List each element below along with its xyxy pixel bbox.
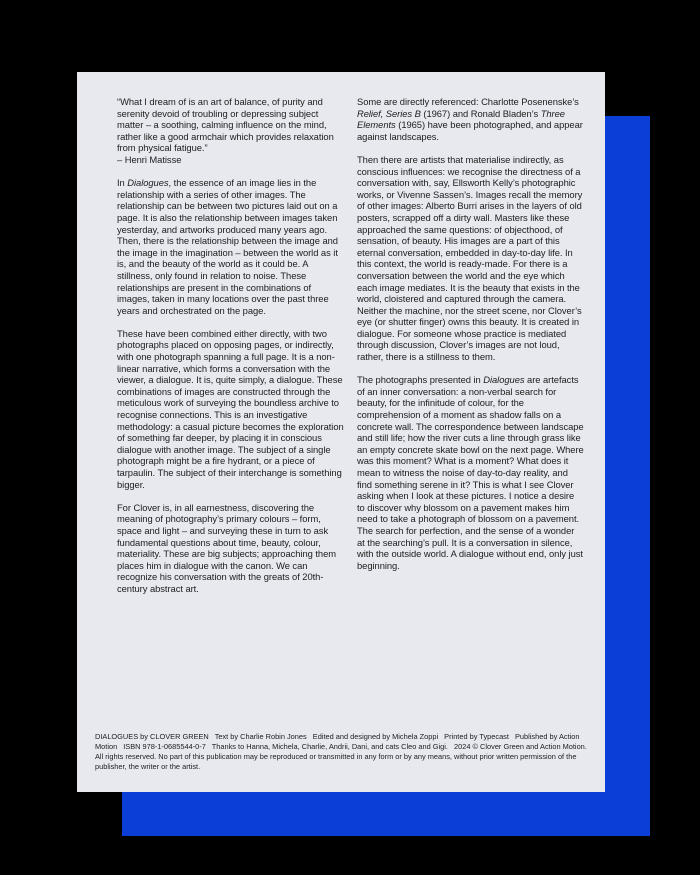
paragraph-text: (1965) have been photographed, and appear against landscapes. [357,119,583,142]
left-text-column [117,96,344,606]
paragraph-text: Some are directly referenced: Charlotte Posenenske’s [357,96,579,107]
colophon-thanks: Thanks to Hanna, Michela, Charlie, Andrii, Dani, and cats Cleo and Gigi. [211,742,448,751]
right-text-column [357,96,584,583]
paragraph: Then there are artists that materialise indirectly, as conscious influences: we recognise the directness of a conversation with, say, Ellsworth Kelly’s photographic works, or Vivenne Sassen’s. Images recall the memory of other images: Alberto Burri arises in the layers of old posters, scrapped off a dirty wall. Masters like these approached the same questions: of objecthood, of sensation, of beauty. His images are a part of this eternal conversation, embedded in day-to-day life. In this context, the world is ready-made. For there is a conversation between the world and the eye which each image mediates. It is the beauty that exists in the world, cloistered and captured through the camera. Neither the machine, nor the street scene, nor Clover’s eye (or shutter finger) owns this beauty. It is created in dialogue. For someone whose practice is mediated through discussion, Clover’s images are not loud, rather, there is a stillness to them. [357,153,583,363]
artwork-title: Relief, Series B [357,107,421,119]
paragraph: For Clover is, in all earnestness, discovering the meaning of photography’s primary colours – form, space and light – and surveying these in turn to ask fundamental questions about time, beauty, colour, materiality. These are big subjects; approaching them places him in dialogue with the canon. We can recognize his conversation with the greats of 20th-century abstract art. [117,501,336,594]
colophon-printer: Printed by Typecast [444,732,509,741]
paragraph-text: In [117,177,128,189]
paragraph-text: are artefacts of an inner conversation: a non-verbal search for beauty, for the infinitude of colour, for the comprehension of a moment as shadow falls on a concrete wall. The correspondence between landscape and still life; how the river cuts a line through grass like an empty concrete skate bowl on the next page. Where was this moment? What is a moment? What does it mean to witness the noise of day-to-day reality, and find something serene in it? This is what I see Clover asking when I look at these pictures. I notice a desire to discover why blossom on a pavement makes him need to take a photograph of blossom on a pavement. The search for perfection, and the sense of a wonder at the searching’s pull. It is a conversation in silence, with the outside world. A dialogue without end, only just beginning. [357,374,584,571]
paragraph-text: (1967) and Ronald Bladen’s [420,107,541,119]
paragraph-text: , the essence of an image lies in the relationship with a series of other images. The relationship can be between two pictures laid out on a page. It is also the relationship between images taken yesterday, and artworks produced many years ago. Then, there is the relationship between the image and the image in the imagination – between the world as it is, and the beauty of the world as it could be. A stillness, only found in relation to noise. These relationships are present in the combinations of images, taken in many locations over the past three years and orchestrated on the page. [117,177,338,316]
colophon-publisher: Published by Action Motion [95,732,580,751]
document-page [77,72,605,792]
colophon-title: DIALOGUES by CLOVER GREEN [95,732,209,741]
epigraph-quote: “What I dream of is an art of balance, of purity and serenity devoid of troubling or depressing subject matter – a soothing, calming influence on the mind, rather like a good armchair which provides relaxation from physical fatigue.” [117,96,334,154]
paragraph [357,96,584,142]
epigraph-attribution: – Henri Matisse [117,153,182,165]
paragraph [117,177,344,316]
paragraph [357,374,584,571]
book-title: Dialogues [483,374,525,386]
artwork-title: Three Elements [357,107,565,131]
book-title: Dialogues [127,177,169,189]
colophon-design-credit: Edited and designed by Michela Zoppi [312,732,439,741]
colophon-text-credit: Text by Charlie Robin Jones [214,732,307,741]
colophon [95,732,595,772]
colophon-rights: 2024 © Clover Green and Action Motion. All rights reserved. No part of this publication may be reproduced or transmitted in any form or by any means, without prior written permission of the publisher, the writer or the artist. [95,742,587,771]
paragraph: These have been combined either directly, with two photographs placed on opposing pages, or indirectly, with one photograph spanning a full page. It is a non-linear narrative, which forms a conversation with the viewer, a dialogue. It is, quite simply, a dialogue. These combinations of images are constructed through the meticulous work of surveying the boundless archive to recognise connections. This is an investigative methodology: a casual picture becomes the exploration of something far deeper, by placing it in conscious dialogue with another image. The subject of a single photograph might be a fire hydrant, or a piece of tarpaulin. The subject of their interchange is something bigger. [117,327,344,490]
paragraph-text: The photographs presented in [357,374,484,386]
colophon-isbn: ISBN 978-1-0685544-0-7 [123,742,206,751]
